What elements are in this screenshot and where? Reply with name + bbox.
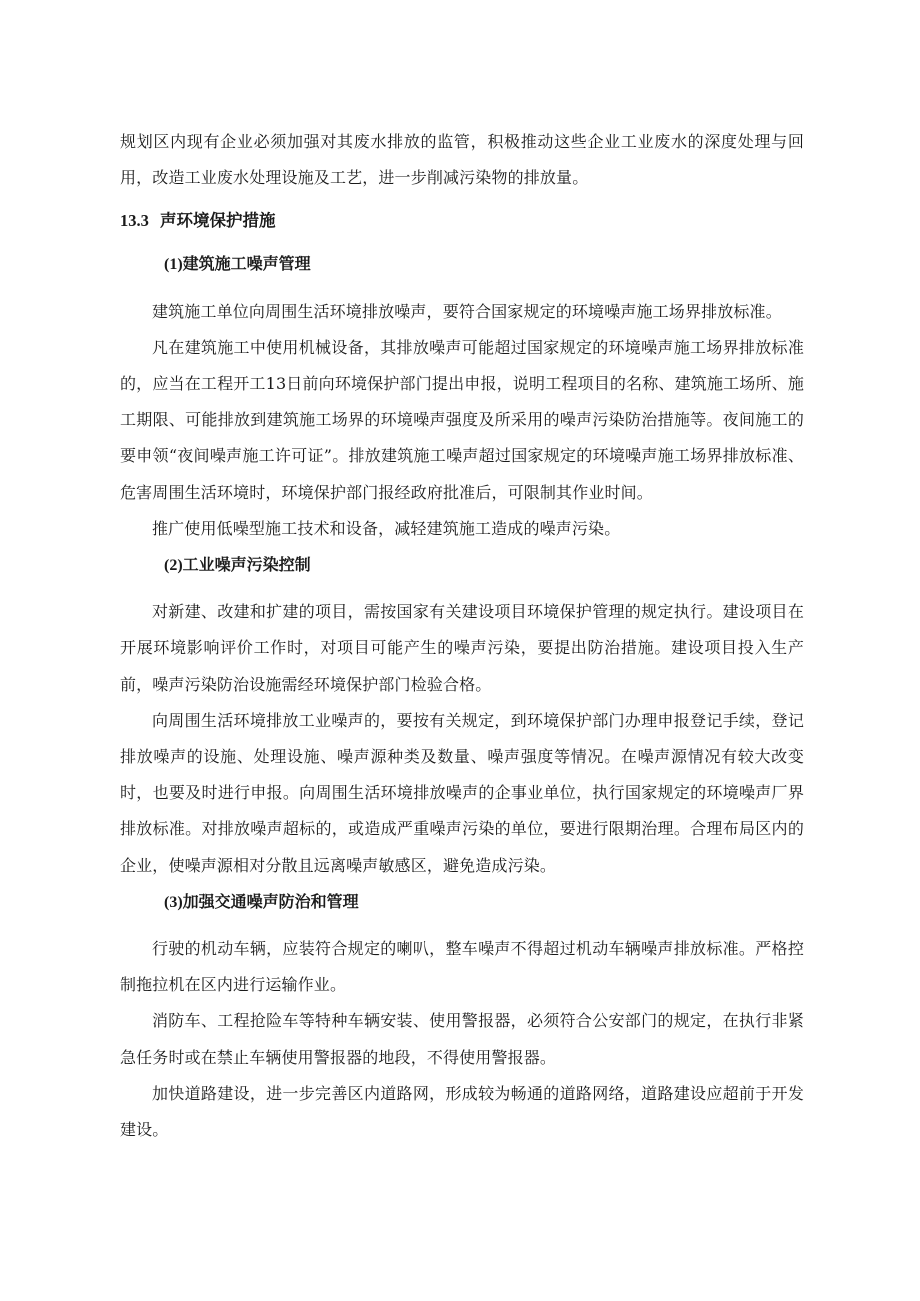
section-number: 13.3 bbox=[120, 211, 149, 231]
paragraph: 行驶的机动车辆，应装符合规定的喇叭，整车噪声不得超过机动车辆噪声排放标准。严格控制拖拉机在区内进行运输作业。 bbox=[120, 939, 804, 995]
subsection-heading-1 bbox=[120, 246, 804, 283]
subsection-title-2: 工业噪声污染控制 bbox=[182, 555, 311, 575]
intro-paragraph: 规划区内现有企业必须加强对其废水排放的监管，积极推动这些企业工业废水的深度处理与回用，改造工业废水处理设施及工艺，进一步削减污染物的排放量。 bbox=[120, 132, 804, 188]
paragraph: 建筑施工单位向周围生活环境排放噪声，要符合国家规定的环境噪声施工场界排放标准。 bbox=[152, 301, 782, 321]
subsection-heading-2 bbox=[120, 547, 804, 584]
paragraph: 向周围生活环境排放工业噪声的，要按有关规定，到环境保护部门办理申报登记手续，登记排放噪声的设施、处理设施、噪声源种类及数量、噪声强度等情况。在噪声源情况有较大改变时，也要及时进行申报。向周围生活环境排放噪声的企事业单位，执行国家规定的环境噪声厂界排放标准。对排放噪声超标的，或造成严重噪声污染的单位，要进行限期治理。合理布局区内的企业，使噪声源相对分散且远离噪声敏感区，避免造成污染。 bbox=[120, 710, 804, 875]
section-title: 声环境保护措施 bbox=[160, 211, 276, 231]
subsection-title-3: 加强交通噪声防治和管理 bbox=[182, 891, 359, 911]
subsection-title-1: 建筑施工噪声管理 bbox=[182, 254, 311, 274]
subsection-heading-3 bbox=[120, 884, 804, 921]
subsection-number-1: (1) bbox=[164, 256, 183, 274]
subsection-number-3: (3) bbox=[164, 893, 183, 911]
document-body bbox=[120, 124, 804, 1148]
paragraph: 凡在建筑施工中使用机械设备，其排放噪声可能超过国家规定的环境噪声施工场界排放标准的，应当在工程开工13日前向环境保护部门提出申报，说明工程项目的名称、建筑施工场所、施工期限、可能排放到建筑施工场界的环境噪声强度及所采用的噪声污染防治措施等。夜间施工的要申领“夜间噪声施工许可证”。排放建筑施工噪声超过国家规定的环境噪声施工场界排放标准、危害周围生活环境时，环境保护部门报经政府批准后，可限制其作业时间。 bbox=[120, 337, 804, 502]
section-heading bbox=[120, 202, 804, 240]
subsection-number-2: (2) bbox=[164, 557, 183, 575]
paragraph: 加快道路建设，进一步完善区内道路网，形成较为畅通的道路网络，道路建设应超前于开发建设。 bbox=[120, 1083, 804, 1140]
paragraph: 对新建、改建和扩建的项目，需按国家有关建设项目环境保护管理的规定执行。建设项目在开展环境影响评价工作时，对项目可能产生的噪声污染，要提出防治措施。建设项目投入生产前，噪声污染防治设施需经环境保护部门检验合格。 bbox=[120, 602, 804, 694]
paragraph: 推广使用低噪型施工技术和设备，减轻建筑施工造成的噪声污染。 bbox=[152, 518, 621, 538]
paragraph: 消防车、工程抢险车等特种车辆安装、使用警报器，必须符合公安部门的规定，在执行非紧急任务时或在禁止车辆使用警报器的地段，不得使用警报器。 bbox=[120, 1011, 804, 1067]
